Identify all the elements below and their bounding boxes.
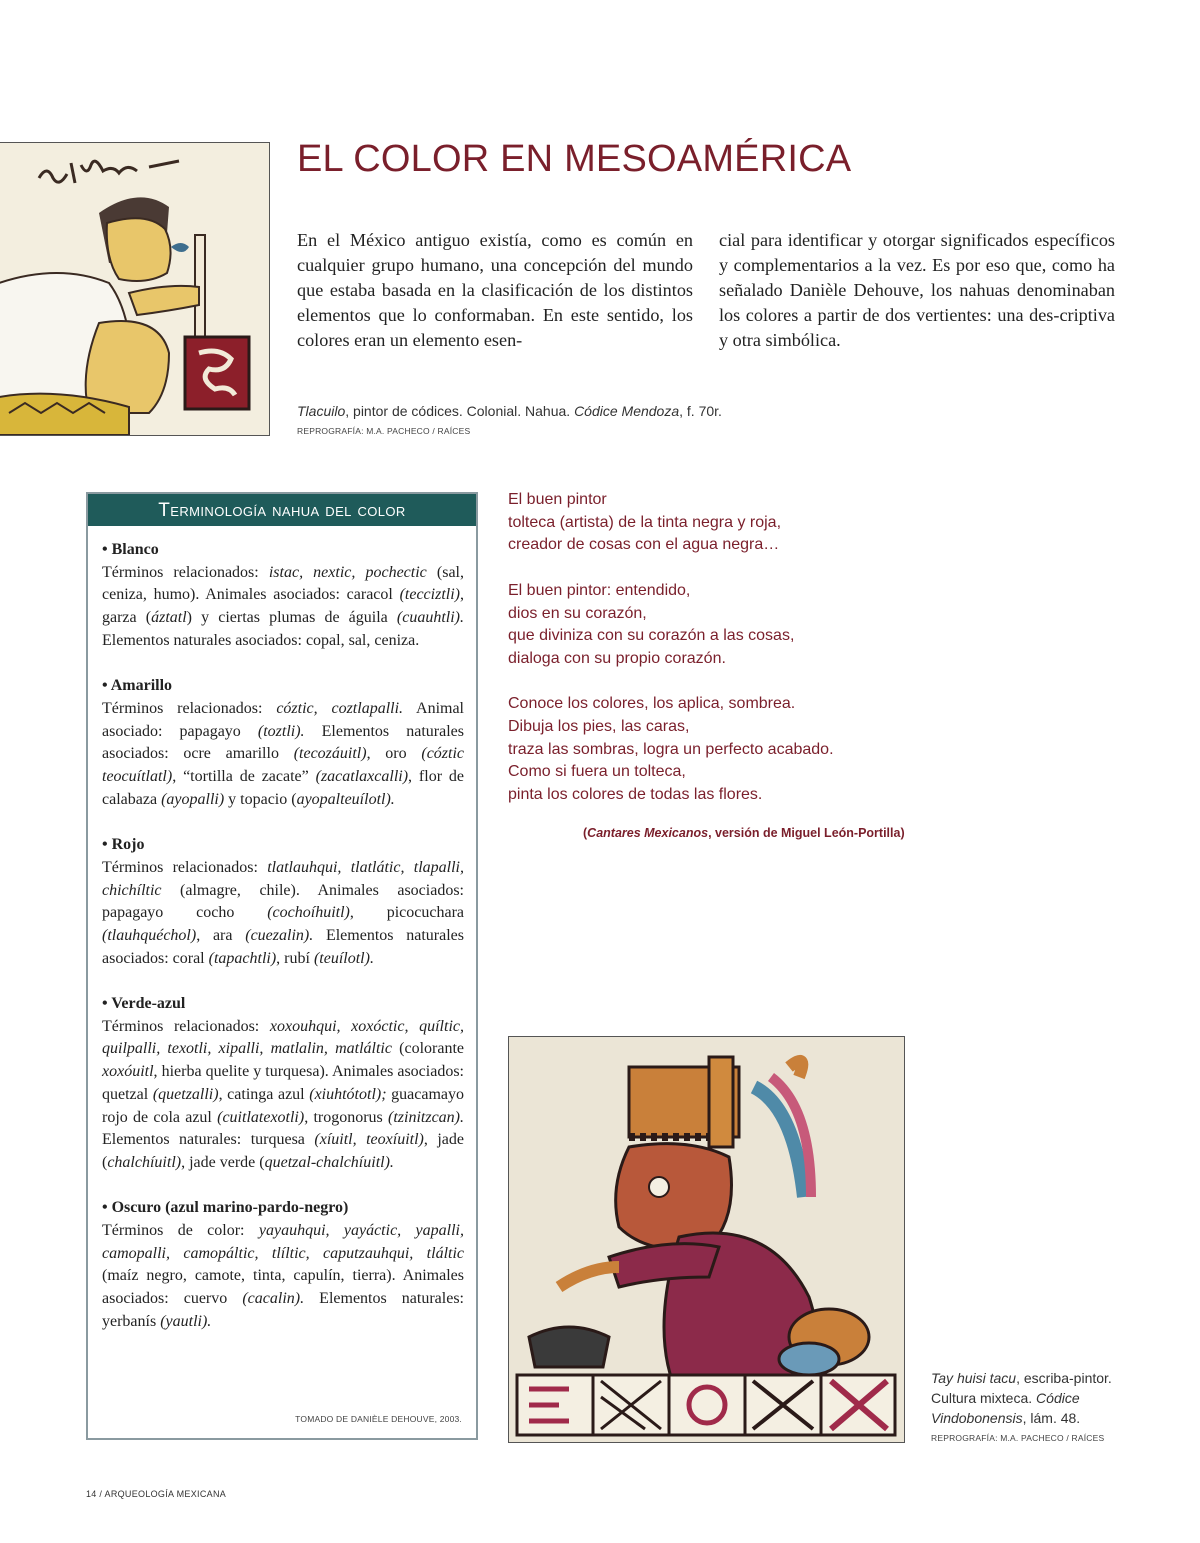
term-italic: (zacatlaxcalli) (315, 768, 409, 786)
source-text: , versión de Miguel León-Portilla) (708, 826, 905, 840)
term-italic: (cochoíhuitl) (267, 904, 350, 922)
term-text: , catinga azul (218, 1085, 310, 1103)
term-rojo (102, 834, 464, 970)
poem-line: traza las sombras, logra un perfecto acabado. (508, 740, 834, 758)
term-text: Animal asociado: papagayo (102, 699, 465, 740)
term-text: , “tortilla de zacate” (172, 768, 316, 786)
poem-line: Conoce los colores, los aplica, sombrea. (508, 695, 796, 713)
sidebar-body (102, 539, 464, 1356)
term-text: (maíz negro, camote, tinta, capulín, tierra). Animales asociados: cuervo (102, 1267, 464, 1308)
term-italic: (teuílotl). (313, 949, 374, 967)
poem-stanza-1 (508, 489, 928, 557)
term-name: • Rojo (102, 836, 145, 854)
term-italic: (yautli). (160, 1312, 212, 1330)
term-name: • Oscuro (azul marino-pardo-negro) (102, 1199, 349, 1217)
term-italic: quetzal-chalchíuitl). (264, 1153, 394, 1171)
term-text: (almagre, chile). Animales asociados: papagayo cocho (102, 881, 464, 922)
term-text: Elementos naturales: turquesa (102, 1131, 315, 1149)
page-footer: 14 / ARQUEOLOGÍA MEXICANA (86, 1489, 227, 1499)
poem-source (583, 826, 905, 840)
caption-text: , f. 70r. (679, 403, 722, 419)
term-text: Términos relacionados: (102, 699, 277, 717)
term-italic: (toztli). (257, 722, 305, 740)
term-text: y topacio ( (224, 790, 297, 808)
term-italic: (cacalin). (242, 1290, 305, 1308)
term-blanco (102, 539, 464, 653)
term-italic: (tecciztli) (399, 586, 460, 604)
term-italic: (quetzalli) (152, 1085, 219, 1103)
caption-italic: Tlacuilo (297, 403, 346, 419)
caption-text: , lám. 48. (1022, 1410, 1081, 1426)
caption-text: , pintor de códices. Colonial. Nahua. (345, 403, 575, 419)
term-text: , jade ( (102, 1131, 465, 1171)
term-text: (sal, ceniza, humo). Animales asociados: caracol (102, 563, 464, 604)
poem-line: dialoga con su propio corazón. (508, 649, 726, 667)
term-italic: xoxóuitl (102, 1063, 154, 1081)
term-italic: (xiuhtótotl); (309, 1085, 387, 1103)
term-text: guacamayo rojo de cola azul (102, 1085, 465, 1126)
poem-line: Dibuja los pies, las caras, (508, 718, 690, 735)
poem-line: El buen pintor (508, 491, 607, 508)
term-text: , flor de calabaza (102, 768, 464, 808)
term-italic: (cóztic teocuítlatl) (102, 745, 465, 786)
term-italic: istac, nextic, pochectic (268, 563, 427, 581)
caption-text: , escriba-pintor. Cultura mixteca. (931, 1370, 1112, 1406)
term-italic: (xíuitl, teoxíuitl) (314, 1131, 424, 1149)
term-name: • Verde-azul (102, 995, 186, 1013)
term-italic: xoxouhqui, xoxóctic, quíltic, quilpalli, texotli, xipalli, matlalin, matláltic (102, 1017, 464, 1058)
caption-italic: Códice Mendoza (574, 403, 680, 419)
term-verde-azul (102, 993, 464, 1175)
term-text: Términos de color: (102, 1222, 259, 1240)
poem-line: dios en su corazón, (508, 604, 647, 622)
term-text: , hierba quelite y turquesa). Animales asociados: quetzal (102, 1063, 464, 1103)
source-text: ( (583, 826, 588, 840)
term-italic: (tapachtli) (208, 949, 277, 967)
mixtec-scribe-illustration (508, 1036, 905, 1443)
term-text: Elementos naturales asociados: copal, sal, ceniza. (102, 631, 420, 649)
poem-line: tolteca (artista) de la tinta negra y roja, (508, 513, 782, 531)
article-title: EL COLOR EN MESOAMÉRICA (297, 138, 852, 180)
term-italic: ayopalteuílotl). (296, 790, 395, 808)
term-text: , picocuchara (349, 904, 464, 922)
intro-paragraph-left: En el México antiguo existía, como es común en cualquier grupo humano, una concepción del mundo que estaba basada en la clasificación de los distintos elementos que lo conformaban. En este sentido, los colores eran un elemento esen- (297, 230, 693, 350)
caption-italic: Tay huisi tacu (931, 1370, 1017, 1386)
poem-line: pinta los colores de todas las flores. (508, 786, 763, 804)
term-italic: (ayopalli) (161, 790, 225, 808)
poem-line: que diviniza con su corazón a las cosas, (508, 627, 795, 645)
top-figure-credit: REPROGRAFÍA: M.A. PACHECO / RAÍCES (297, 426, 471, 436)
bottom-figure-caption (931, 1368, 1131, 1428)
bottom-figure-credit: REPROGRAFÍA: M.A. PACHECO / RAÍCES (931, 1433, 1105, 1443)
top-figure-caption (297, 403, 722, 419)
term-italic: (cuauhtli). (396, 609, 464, 627)
term-italic: (tzinitzcan). (388, 1108, 465, 1126)
term-oscuro (102, 1197, 464, 1333)
term-italic: tlatlauhqui, tlatlátic, tlapalli, chichíltic (102, 858, 464, 899)
terminology-sidebar (86, 492, 478, 1440)
term-text: , trogonorus (304, 1108, 389, 1126)
term-text: Elementos naturales: yerbanís (102, 1290, 464, 1330)
source-italic: Cantares Mexicanos (587, 826, 709, 840)
term-text: (colorante (391, 1040, 465, 1058)
sidebar-header: Terminología nahua del color (88, 494, 476, 526)
term-italic: cóztic, coztlapalli. (276, 699, 404, 717)
term-text: , garza ( (102, 586, 464, 627)
term-text: Elementos naturales asociados: ocre amarillo (102, 722, 464, 763)
term-text: , rubí (276, 949, 314, 967)
poem-stanza-2 (508, 580, 928, 671)
poem-line: Como si fuera un tolteca, (508, 763, 686, 781)
term-italic: (tecozáuitl) (293, 745, 367, 763)
caption-italic: Códice Vindobonensis (931, 1390, 1080, 1426)
term-name: • Blanco (102, 541, 159, 558)
term-italic: chalchíuitl) (107, 1153, 182, 1171)
term-text: Elementos naturales asociados: coral (102, 926, 464, 967)
term-amarillo (102, 675, 464, 811)
term-italic: (cuezalin). (245, 926, 314, 944)
term-name: • Amarillo (102, 677, 173, 695)
poem (508, 489, 928, 830)
poem-line: El buen pintor: entendido, (508, 581, 691, 599)
poem-stanza-3 (508, 693, 928, 807)
tlacuilo-illustration (0, 142, 270, 436)
term-italic: (cuitlatexotli) (217, 1108, 305, 1126)
poem-line: creador de cosas con el agua negra… (508, 536, 780, 554)
term-text: , jade verde ( (181, 1153, 265, 1171)
term-text: , ara (196, 926, 246, 944)
term-text: ) y ciertas plumas de águila (186, 609, 397, 627)
sidebar-source: TOMADO DE DANIÈLE DEHOUVE, 2003. (295, 1414, 462, 1424)
term-italic: (tlauhquéchol) (102, 926, 197, 944)
term-italic: áztatl (151, 609, 187, 627)
term-text: Términos relacionados: (102, 1017, 270, 1035)
term-text: , oro (366, 745, 422, 763)
term-text: Términos relacionados: (102, 858, 268, 876)
term-text: Términos relacionados: (102, 563, 269, 581)
term-italic: yayauhqui, yayáctic, yapalli, camopalli, camopáltic, tlíltic, caputzauhqui, tláltic (102, 1222, 464, 1262)
intro-paragraph-right: cial para identificar y otorgar significados específicos y complementarios a la vez. Es por eso que, como ha señalado Danièle Dehouve, los nahuas denominaban los colores a partir de dos vertientes: una des-criptiva y otra simbólica. (719, 230, 1115, 350)
